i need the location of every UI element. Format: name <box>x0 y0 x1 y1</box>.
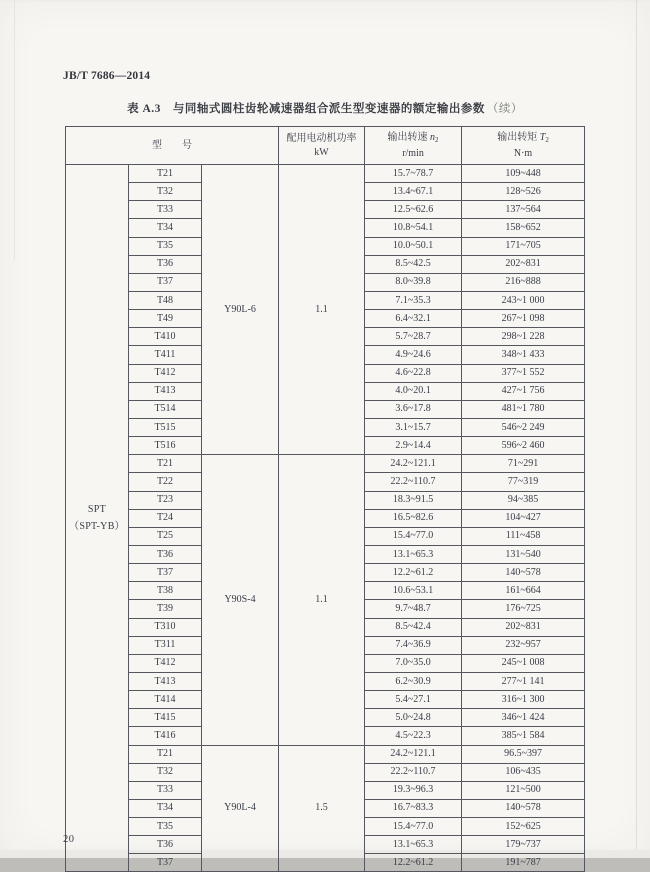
speed-cell: 22.2~110.7 <box>365 763 462 781</box>
model-cell: T23 <box>129 491 202 509</box>
speed-cell: 8.5~42.4 <box>365 618 462 636</box>
page-edge-left <box>14 0 15 260</box>
model-cell: T37 <box>129 273 202 291</box>
table-header-row <box>66 127 585 165</box>
torque-cell: 158~652 <box>462 219 585 237</box>
torque-cell: 316~1 300 <box>462 691 585 709</box>
torque-cell: 71~291 <box>462 455 585 473</box>
speed-cell: 9.7~48.7 <box>365 600 462 618</box>
speed-cell: 7.0~35.0 <box>365 654 462 672</box>
speed-cell: 3.1~15.7 <box>365 418 462 436</box>
torque-cell: 427~1 756 <box>462 382 585 400</box>
torque-cell: 346~1 424 <box>462 709 585 727</box>
speed-cell: 4.0~20.1 <box>365 382 462 400</box>
model-cell: T416 <box>129 727 202 745</box>
model-cell: T22 <box>129 473 202 491</box>
model-cell: T413 <box>129 672 202 690</box>
torque-cell: 377~1 552 <box>462 364 585 382</box>
speed-cell: 4.9~24.6 <box>365 346 462 364</box>
model-cell: T48 <box>129 291 202 309</box>
speed-cell: 24.2~121.1 <box>365 745 462 763</box>
power-cell: 1.5 <box>279 745 365 872</box>
speed-cell: 8.0~39.8 <box>365 273 462 291</box>
header-torque-unit: N·m <box>513 148 533 159</box>
table-title-label: 表 A.3 <box>127 103 161 115</box>
speed-cell: 13.1~65.3 <box>365 836 462 854</box>
speed-cell: 5.7~28.7 <box>365 328 462 346</box>
model-cell: T410 <box>129 328 202 346</box>
torque-cell: 109~448 <box>462 165 585 183</box>
table-header <box>66 127 585 165</box>
speed-cell: 7.1~35.3 <box>365 291 462 309</box>
model-cell: T515 <box>129 418 202 436</box>
model-cell: T49 <box>129 310 202 328</box>
series-name: SPT <box>87 504 107 516</box>
table-title-continued: （续） <box>486 103 523 115</box>
model-cell: T32 <box>129 183 202 201</box>
speed-cell: 18.3~91.5 <box>365 491 462 509</box>
model-cell: T36 <box>129 545 202 563</box>
model-cell: T411 <box>129 346 202 364</box>
model-cell: T38 <box>129 582 202 600</box>
speed-cell: 13.1~65.3 <box>365 545 462 563</box>
speed-cell: 10.0~50.1 <box>365 237 462 255</box>
header-model <box>66 127 279 165</box>
torque-cell: 546~2 249 <box>462 418 585 436</box>
model-cell: T33 <box>129 781 202 799</box>
speed-cell: 16.5~82.6 <box>365 509 462 527</box>
speed-cell: 12.2~61.2 <box>365 854 462 872</box>
torque-cell: 202~831 <box>462 255 585 273</box>
header-speed-label: 输出转速 $n_2$ <box>387 132 439 144</box>
model-cell: T32 <box>129 763 202 781</box>
torque-cell: 94~385 <box>462 491 585 509</box>
torque-cell: 243~1 000 <box>462 291 585 309</box>
speed-cell: 2.9~14.4 <box>365 437 462 455</box>
speed-cell: 12.5~62.6 <box>365 201 462 219</box>
speed-cell: 5.0~24.8 <box>365 709 462 727</box>
speed-cell: 22.2~110.7 <box>365 473 462 491</box>
torque-cell: 152~625 <box>462 818 585 836</box>
torque-cell: 104~427 <box>462 509 585 527</box>
torque-cell: 245~1 008 <box>462 654 585 672</box>
speed-cell: 3.6~17.8 <box>365 400 462 418</box>
speed-cell: 6.4~32.1 <box>365 310 462 328</box>
doc-number: JB/T 7686—2014 <box>63 70 151 82</box>
model-cell: T21 <box>129 455 202 473</box>
speed-cell: 10.6~53.1 <box>365 582 462 600</box>
model-cell: T310 <box>129 618 202 636</box>
speed-cell: 15.4~77.0 <box>365 527 462 545</box>
model-cell: T516 <box>129 437 202 455</box>
speed-cell: 6.2~30.9 <box>365 672 462 690</box>
header-power-unit: kW <box>314 147 329 158</box>
table-body <box>66 165 585 872</box>
model-cell: T414 <box>129 691 202 709</box>
series-alt-name: （SPT-YB） <box>69 521 125 533</box>
torque-cell: 128~526 <box>462 183 585 201</box>
motor-cell: Y90L-6 <box>202 165 279 455</box>
model-cell: T35 <box>129 818 202 836</box>
speed-cell: 16.7~83.3 <box>365 799 462 817</box>
torque-cell: 161~664 <box>462 582 585 600</box>
model-cell: T412 <box>129 654 202 672</box>
torque-cell: 191~787 <box>462 854 585 872</box>
torque-cell: 202~831 <box>462 618 585 636</box>
page-edge-top <box>0 0 650 2</box>
output-parameters-table <box>65 126 585 872</box>
table-title-text: 与同轴式圆柱齿轮减速器组合派生型变速器的额定输出参数 <box>172 103 485 115</box>
speed-cell: 13.4~67.1 <box>365 183 462 201</box>
torque-cell: 216~888 <box>462 273 585 291</box>
torque-cell: 111~458 <box>462 527 585 545</box>
model-cell: T36 <box>129 255 202 273</box>
header-torque-label: 输出转矩 $T_2$ <box>497 132 549 144</box>
model-cell: T36 <box>129 836 202 854</box>
torque-cell: 385~1 584 <box>462 727 585 745</box>
table-row <box>66 165 585 183</box>
torque-cell: 96.5~397 <box>462 745 585 763</box>
table-title <box>0 100 650 116</box>
speed-cell: 7.4~36.9 <box>365 636 462 654</box>
torque-cell: 481~1 780 <box>462 400 585 418</box>
speed-cell: 15.4~77.0 <box>365 818 462 836</box>
speed-cell: 12.2~61.2 <box>365 564 462 582</box>
model-cell: T34 <box>129 799 202 817</box>
torque-cell: 179~737 <box>462 836 585 854</box>
motor-cell: Y90S-4 <box>202 455 279 745</box>
page-edge-right <box>636 0 637 858</box>
speed-cell: 24.2~121.1 <box>365 455 462 473</box>
torque-cell: 171~705 <box>462 237 585 255</box>
model-cell: T413 <box>129 382 202 400</box>
speed-cell: 10.8~54.1 <box>365 219 462 237</box>
model-cell: T514 <box>129 400 202 418</box>
motor-cell: Y90L-4 <box>202 745 279 872</box>
power-cell: 1.1 <box>279 165 365 455</box>
model-cell: T39 <box>129 600 202 618</box>
torque-cell: 267~1 098 <box>462 310 585 328</box>
torque-cell: 131~540 <box>462 545 585 563</box>
header-power <box>279 127 365 165</box>
torque-cell: 137~564 <box>462 201 585 219</box>
speed-cell: 4.6~22.8 <box>365 364 462 382</box>
header-torque <box>462 127 585 165</box>
table-row <box>66 455 585 473</box>
model-cell: T37 <box>129 564 202 582</box>
model-cell: T415 <box>129 709 202 727</box>
torque-cell: 176~725 <box>462 600 585 618</box>
speed-cell: 15.7~78.7 <box>365 165 462 183</box>
torque-cell: 277~1 141 <box>462 672 585 690</box>
torque-cell: 232~957 <box>462 636 585 654</box>
speed-cell: 8.5~42.5 <box>365 255 462 273</box>
model-cell: T412 <box>129 364 202 382</box>
torque-cell: 596~2 460 <box>462 437 585 455</box>
model-cell: T34 <box>129 219 202 237</box>
header-speed-unit: r/min <box>402 148 424 159</box>
torque-cell: 140~578 <box>462 564 585 582</box>
header-speed <box>365 127 462 165</box>
model-cell: T24 <box>129 509 202 527</box>
model-cell: T25 <box>129 527 202 545</box>
header-power-label: 配用电动机功率 <box>286 133 357 144</box>
torque-cell: 140~578 <box>462 799 585 817</box>
speed-cell: 19.3~96.3 <box>365 781 462 799</box>
model-cell: T21 <box>129 165 202 183</box>
torque-cell: 298~1 228 <box>462 328 585 346</box>
power-cell: 1.1 <box>279 455 365 745</box>
model-cell: T21 <box>129 745 202 763</box>
header-model-label: 型 号 <box>152 139 193 151</box>
torque-symbol: T <box>539 132 546 143</box>
table-row <box>66 745 585 763</box>
torque-cell: 121~500 <box>462 781 585 799</box>
model-cell: T35 <box>129 237 202 255</box>
speed-symbol: n <box>430 132 436 143</box>
model-cell: T37 <box>129 854 202 872</box>
torque-cell: 77~319 <box>462 473 585 491</box>
model-cell: T33 <box>129 201 202 219</box>
torque-cell: 106~435 <box>462 763 585 781</box>
speed-cell: 5.4~27.1 <box>365 691 462 709</box>
speed-cell: 4.5~22.3 <box>365 727 462 745</box>
series-cell <box>66 165 129 872</box>
model-cell: T311 <box>129 636 202 654</box>
page-number: 20 <box>63 834 75 845</box>
torque-cell: 348~1 433 <box>462 346 585 364</box>
